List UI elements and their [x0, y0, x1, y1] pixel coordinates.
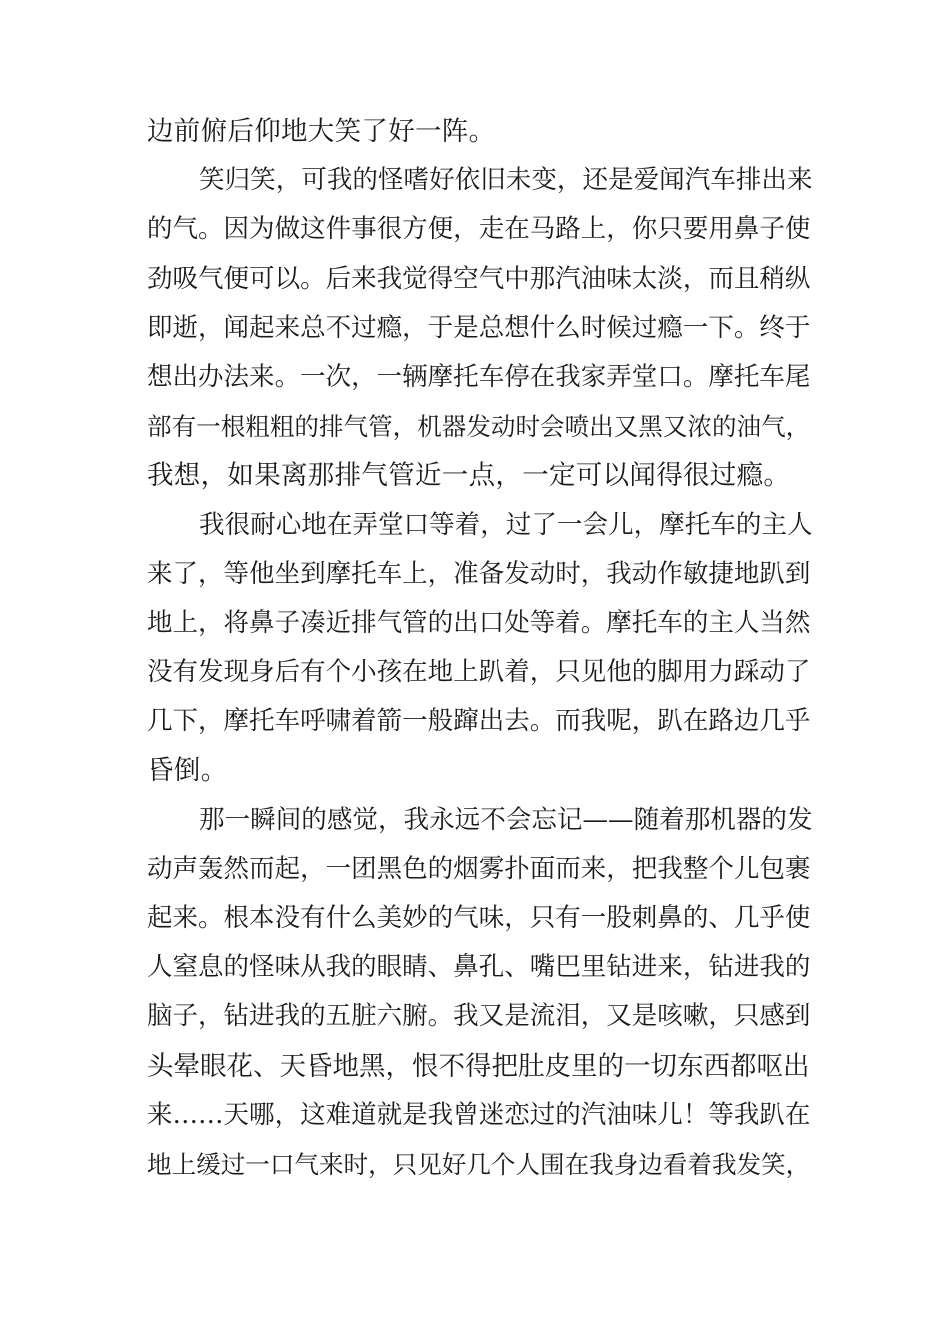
text-line: 边前俯后仰地大笑了好一阵。 — [147, 116, 496, 147]
text-line: 那一瞬间的感觉，我永远不会忘记——随着那机器的发 — [199, 804, 813, 835]
text-line: 我想，如果离那排气管近一点，一定可以闻得很过瘾。 — [147, 460, 791, 492]
text-line: 劲吸气便可以。后来我觉得空气中那汽油味太淡，而且稍纵 — [147, 263, 811, 294]
text-line: 脑子，钻进我的五脏六腑。我又是流泪，又是咳嗽，只感到 — [147, 1001, 811, 1032]
document-body — [147, 107, 811, 1189]
text-line: 来了，等他坐到摩托车上，准备发动时，我动作敏捷地趴到 — [147, 558, 811, 589]
text-line: 昏倒。 — [147, 755, 228, 787]
text-line: 来……天哪，这难道就是我曾迷恋过的汽油味儿！等我趴在 — [147, 1099, 811, 1130]
text-line: 人窒息的怪味从我的眼睛、鼻孔、嘴巴里钻进来，钻进我的 — [147, 952, 811, 983]
text-line: 笑归笑，可我的怪嗜好依旧未变，还是爱闻汽车排出来 — [199, 165, 813, 196]
text-line: 头晕眼花、天昏地黑，恨不得把肚皮里的一切东西都呕出 — [147, 1050, 810, 1082]
text-line: 地上，将鼻子凑近排气管的出口处等着。摩托车的主人当然 — [147, 607, 811, 638]
text-line: 我很耐心地在弄堂口等着，过了一会儿，摩托车的主人 — [199, 509, 813, 540]
text-line: 部有一根粗粗的排气管，机器发动时会喷出又黑又浓的油气， — [147, 412, 811, 442]
text-line: 几下，摩托车呼啸着箭一般蹿出去。而我呢，趴在路边几乎 — [147, 706, 811, 737]
text-line: 没有发现身后有个小孩在地上趴着，只见他的脚用力踩动了 — [147, 657, 811, 688]
text-line: 动声轰然而起，一团黑色的烟雾扑面而来，把我整个儿包裹 — [147, 853, 811, 884]
text-line: 的气。因为做这件事很方便，走在马路上，你只要用鼻子使 — [147, 214, 811, 245]
text-line: 即逝，闻起来总不过瘾，于是总想什么时候过瘾一下。终于 — [147, 312, 811, 343]
text-line: 想出办法来。一次，一辆摩托车停在我家弄堂口。摩托车尾 — [147, 361, 811, 392]
text-line: 起来。根本没有什么美妙的气味，只有一股刺鼻的、几乎使 — [147, 903, 811, 933]
text-line: 地上缓过一口气来时，只见好几个人围在我身边看着我发笑， — [147, 1149, 811, 1179]
